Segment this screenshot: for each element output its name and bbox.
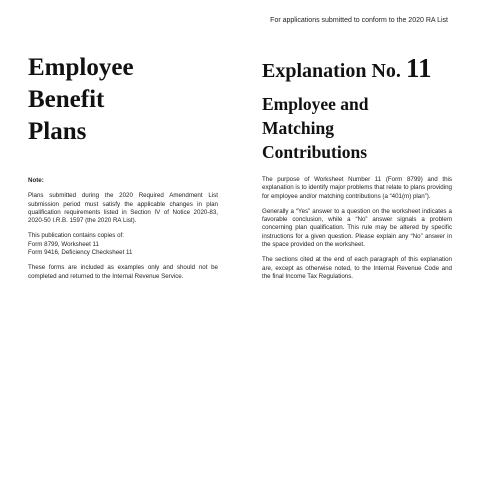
note-paragraph: Plans submitted during the 2020 Required Amendment List submission period must satisfy the applicable changes in plan qualification requirements listed in Section IV of Notice 2020-83, 2020-50 I.R.B. 1597 (the 2020 RA List). <box>28 192 218 225</box>
note-label: Note: <box>28 177 44 184</box>
copy-item: Form 9416, Deficiency Checksheet 11 <box>28 249 133 257</box>
explanation-heading <box>262 55 462 164</box>
explanation-number-line <box>262 55 462 84</box>
answers-paragraph: Generally a “Yes” answer to a question on the worksheet indicates a favorable conclusion, while a “No” answer signals a problem concerning plan qualification. This rule may be altered by specific instructions for a given question. Please explain any “No” answer in the space provided on the worksheet. <box>262 207 452 249</box>
explanation-subtitle <box>262 92 462 164</box>
purpose-paragraph: The purpose of Worksheet Number 11 (Form 8799) and this explanation is to identify major problems that relate to plans providing for employee and/or matching contributions (a “401(m) plan”). <box>262 176 452 200</box>
subtitle-line: Contributions <box>262 142 368 162</box>
title-line: Benefit <box>28 86 105 113</box>
examples-paragraph: These forms are included as examples only and should not be completed and returned to the Internal Revenue Service. <box>28 264 218 280</box>
explanation-prefix: Explanation No. <box>262 60 401 82</box>
left-column <box>28 177 218 288</box>
title-line: Plans <box>28 118 87 145</box>
copy-item: Form 8799, Worksheet 11 <box>28 240 99 248</box>
title-line: Employee <box>28 54 134 81</box>
copies-intro: This publication contains copies of: <box>28 232 124 240</box>
copies-paragraph <box>28 232 218 257</box>
citations-paragraph: The sections cited at the end of each paragraph of this explanation are, except as otherwise noted, to the Internal Revenue Code and the final Income Tax Regulations. <box>262 256 452 280</box>
right-column <box>262 176 452 288</box>
subtitle-line: Employee and <box>262 94 369 114</box>
document-title <box>28 52 218 148</box>
header-note: For applications submitted to conform to the 2020 RA List <box>270 17 448 24</box>
subtitle-line: Matching <box>262 118 334 138</box>
explanation-number: 11 <box>405 53 432 83</box>
